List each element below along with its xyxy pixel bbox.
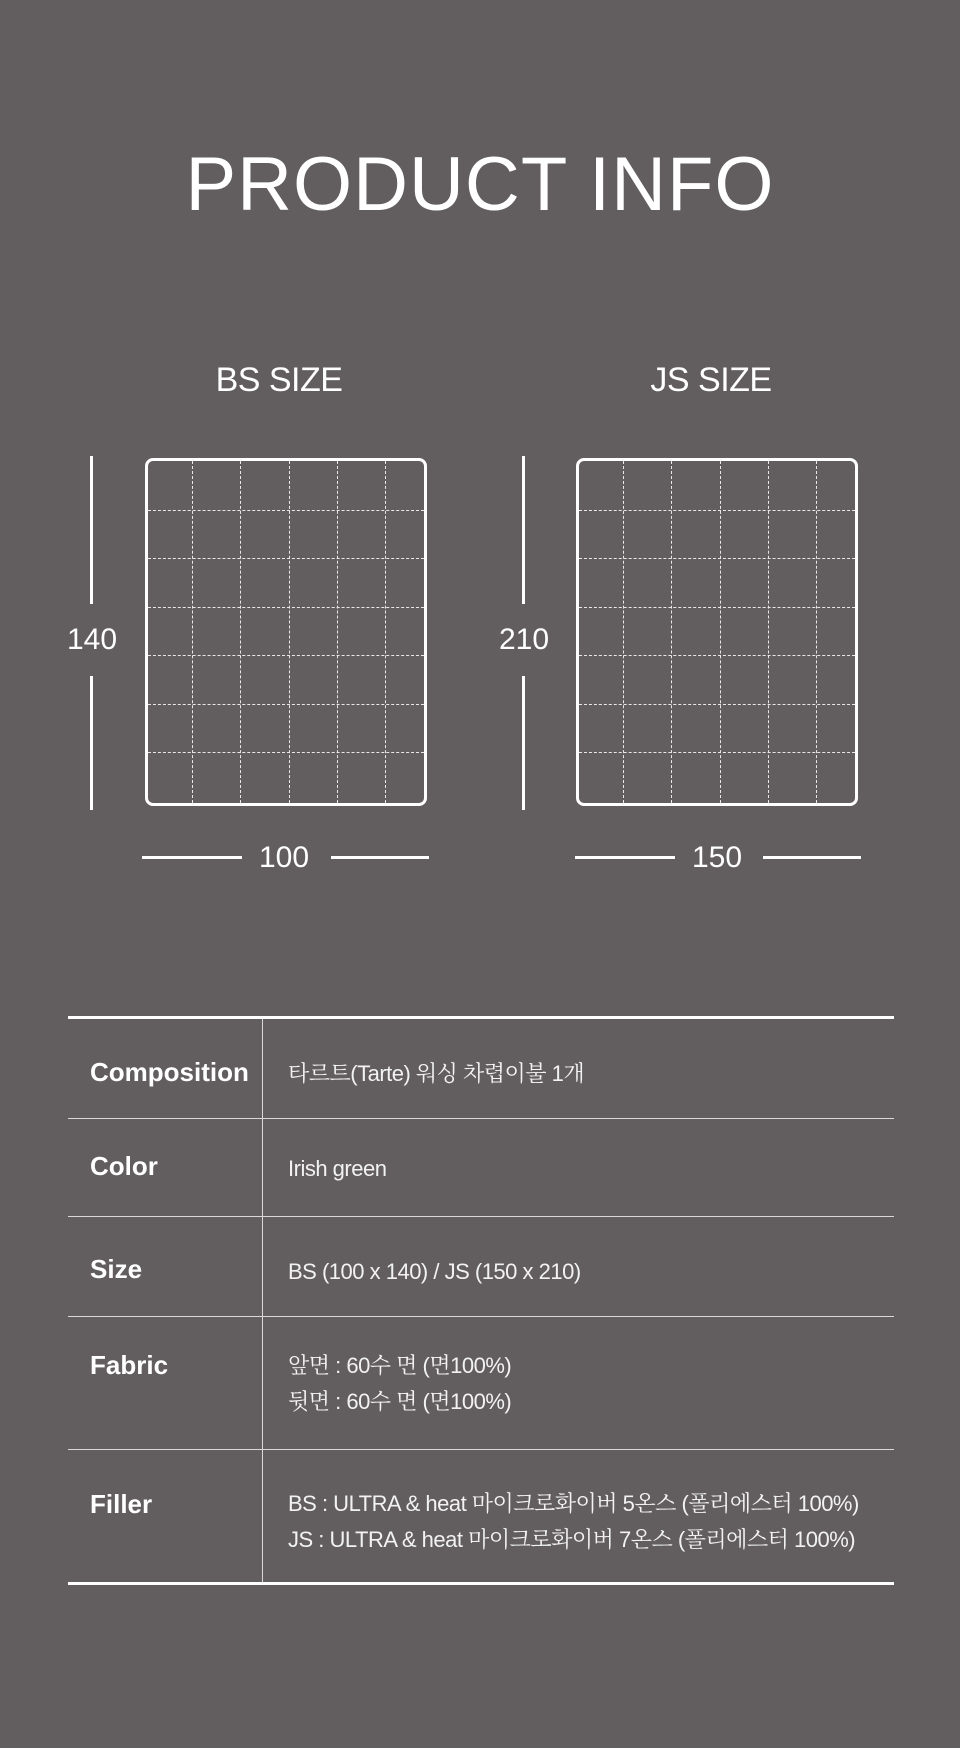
bs-blanket-diagram bbox=[145, 458, 427, 806]
js-width-line-left bbox=[575, 856, 675, 859]
bs-size-title: BS SIZE bbox=[215, 361, 343, 399]
spec-label-composition: Composition bbox=[90, 1057, 249, 1087]
js-height-line-top bbox=[522, 456, 525, 604]
spec-value-composition: 타르트(Tarte) 워싱 차렵이불 1개 bbox=[288, 1061, 585, 1086]
spec-value-fabric-line2: 뒷면 : 60수 면 (면100%) bbox=[288, 1389, 512, 1414]
spec-table-bottom-border bbox=[68, 1582, 894, 1585]
spec-value-filler-line1: BS : ULTRA & heat 마이크로화이버 5온스 (폴리에스터 100%) bbox=[288, 1491, 859, 1516]
spec-row-divider bbox=[68, 1316, 894, 1317]
js-width-label: 150 bbox=[691, 841, 743, 874]
spec-value-fabric-line1: 앞면 : 60수 면 (면100%) bbox=[288, 1353, 512, 1378]
spec-row-divider bbox=[68, 1118, 894, 1119]
spec-value-filler-line2: JS : ULTRA & heat 마이크로화이버 7온스 (폴리에스터 100%) bbox=[288, 1527, 856, 1552]
page-title: PRODUCT INFO bbox=[185, 142, 775, 227]
spec-table-top-border bbox=[68, 1016, 894, 1019]
js-size-title: JS SIZE bbox=[650, 361, 772, 399]
spec-value-size: BS (100 x 140) / JS (150 x 210) bbox=[288, 1259, 581, 1284]
bs-height-label: 140 bbox=[66, 623, 118, 656]
spec-label-fabric: Fabric bbox=[90, 1350, 169, 1380]
spec-label-filler: Filler bbox=[90, 1489, 153, 1519]
js-height-label: 210 bbox=[498, 623, 550, 656]
spec-label-color: Color bbox=[90, 1151, 158, 1181]
js-blanket-diagram bbox=[576, 458, 858, 806]
spec-table-column-divider bbox=[262, 1019, 263, 1582]
bs-height-line-bottom bbox=[90, 676, 93, 810]
spec-label-size: Size bbox=[90, 1254, 143, 1284]
js-width-line-right bbox=[763, 856, 861, 859]
bs-width-line-right bbox=[331, 856, 429, 859]
spec-value-color: Irish green bbox=[288, 1156, 387, 1181]
js-height-line-bottom bbox=[522, 676, 525, 810]
bs-height-line-top bbox=[90, 456, 93, 604]
bs-width-label: 100 bbox=[258, 841, 310, 874]
bs-width-line-left bbox=[142, 856, 242, 859]
spec-row-divider bbox=[68, 1449, 894, 1450]
spec-row-divider bbox=[68, 1216, 894, 1217]
